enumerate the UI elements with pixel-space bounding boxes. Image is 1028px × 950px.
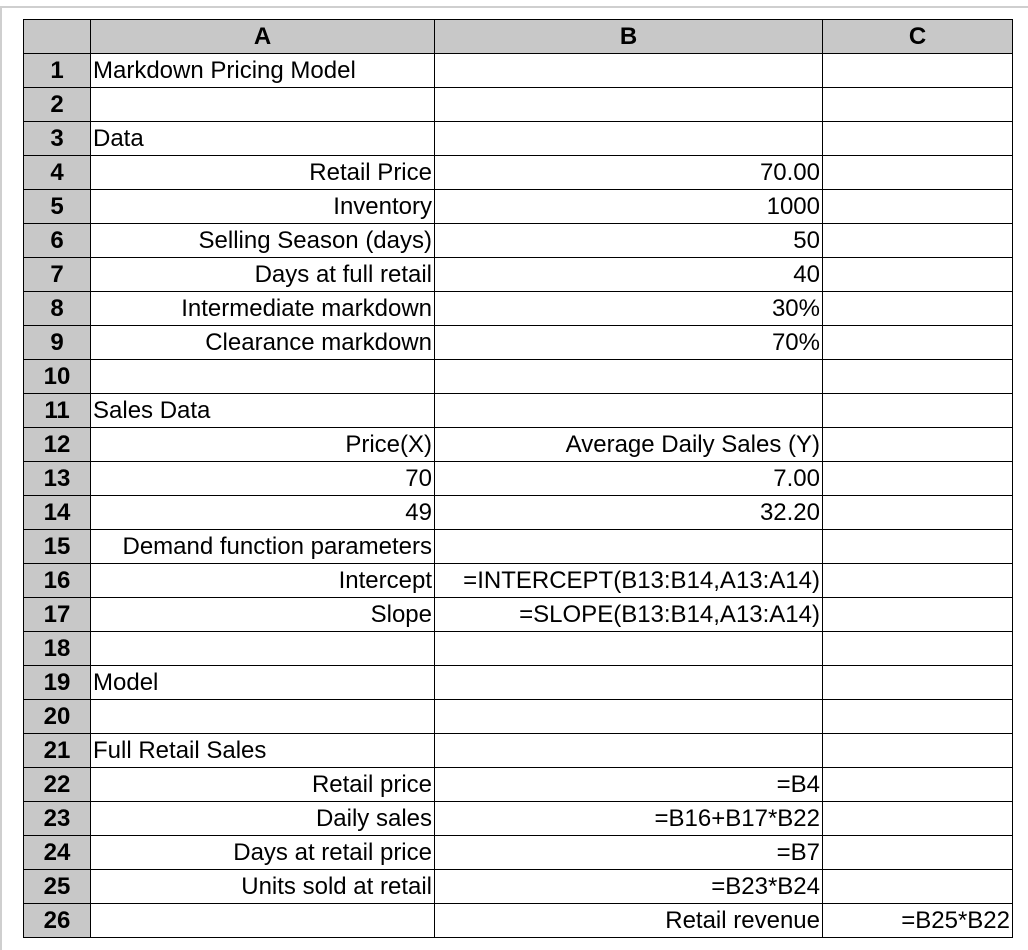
cell-a[interactable] <box>91 904 435 938</box>
table-row <box>24 394 1013 428</box>
cell-c[interactable] <box>823 360 1013 394</box>
row-header[interactable]: 3 <box>24 122 91 156</box>
row-header[interactable]: 23 <box>24 802 91 836</box>
cell-a[interactable]: Model <box>91 666 435 700</box>
table-row <box>24 836 1013 870</box>
cell-b[interactable]: 30% <box>435 292 823 326</box>
table-row <box>24 598 1013 632</box>
cell-a[interactable]: Price(X) <box>91 428 435 462</box>
cell-c[interactable] <box>823 462 1013 496</box>
row-header[interactable]: 15 <box>24 530 91 564</box>
cell-c[interactable] <box>823 734 1013 768</box>
table-row <box>24 224 1013 258</box>
cell-b[interactable] <box>435 530 823 564</box>
cell-c[interactable] <box>823 394 1013 428</box>
cell-a[interactable]: Demand function parameters <box>91 530 435 564</box>
cell-a[interactable]: Retail Price <box>91 156 435 190</box>
cell-c[interactable] <box>823 88 1013 122</box>
cell-b[interactable]: 70% <box>435 326 823 360</box>
cell-a[interactable]: Intercept <box>91 564 435 598</box>
column-header-a[interactable]: A <box>91 20 435 54</box>
cell-b[interactable] <box>435 360 823 394</box>
table-row <box>24 530 1013 564</box>
cell-a[interactable] <box>91 360 435 394</box>
cell-b[interactable]: 40 <box>435 258 823 292</box>
cell-c[interactable] <box>823 54 1013 88</box>
cell-c[interactable] <box>823 632 1013 666</box>
cell-b[interactable]: =INTERCEPT(B13:B14,A13:A14) <box>435 564 823 598</box>
table-row <box>24 700 1013 734</box>
cell-b[interactable]: Retail revenue <box>435 904 823 938</box>
row-header[interactable]: 6 <box>24 224 91 258</box>
row-header[interactable]: 8 <box>24 292 91 326</box>
table-row <box>24 360 1013 394</box>
table-row <box>24 88 1013 122</box>
column-header-c[interactable]: C <box>823 20 1013 54</box>
cell-c[interactable]: =B25*B22 <box>823 904 1013 938</box>
cell-a[interactable]: Intermediate markdown <box>91 292 435 326</box>
cell-c[interactable] <box>823 564 1013 598</box>
table-row <box>24 190 1013 224</box>
cell-a[interactable]: Units sold at retail <box>91 870 435 904</box>
table-row <box>24 870 1013 904</box>
cell-a[interactable]: Days at retail price <box>91 836 435 870</box>
cell-b[interactable]: Average Daily Sales (Y) <box>435 428 823 462</box>
table-row <box>24 768 1013 802</box>
row-header[interactable]: 26 <box>24 904 91 938</box>
row-header[interactable]: 5 <box>24 190 91 224</box>
table-row <box>24 122 1013 156</box>
cell-b[interactable]: =B7 <box>435 836 823 870</box>
row-header[interactable]: 16 <box>24 564 91 598</box>
cell-b[interactable]: =SLOPE(B13:B14,A13:A14) <box>435 598 823 632</box>
table-row <box>24 156 1013 190</box>
cell-b[interactable]: 32.20 <box>435 496 823 530</box>
cell-a[interactable]: Selling Season (days) <box>91 224 435 258</box>
cell-a[interactable]: Sales Data <box>91 394 435 428</box>
row-header[interactable]: 12 <box>24 428 91 462</box>
cell-c[interactable] <box>823 156 1013 190</box>
row-header[interactable]: 24 <box>24 836 91 870</box>
table-row <box>24 734 1013 768</box>
cell-a[interactable] <box>91 700 435 734</box>
row-header[interactable]: 13 <box>24 462 91 496</box>
sheet-body <box>24 54 1013 938</box>
cell-b[interactable] <box>435 666 823 700</box>
table-row <box>24 326 1013 360</box>
row-header[interactable]: 10 <box>24 360 91 394</box>
cell-a[interactable]: Slope <box>91 598 435 632</box>
cell-c[interactable] <box>823 428 1013 462</box>
row-header[interactable]: 22 <box>24 768 91 802</box>
table-row <box>24 666 1013 700</box>
cell-c[interactable] <box>823 292 1013 326</box>
table-row <box>24 54 1013 88</box>
cell-c[interactable] <box>823 768 1013 802</box>
cell-b[interactable]: 1000 <box>435 190 823 224</box>
cell-b[interactable]: 7.00 <box>435 462 823 496</box>
table-row <box>24 904 1013 938</box>
cell-c[interactable] <box>823 530 1013 564</box>
cell-c[interactable] <box>823 122 1013 156</box>
cell-a[interactable]: Clearance markdown <box>91 326 435 360</box>
cell-b[interactable] <box>435 734 823 768</box>
row-header[interactable]: 7 <box>24 258 91 292</box>
column-header-b[interactable]: B <box>435 20 823 54</box>
cell-b[interactable] <box>435 394 823 428</box>
cell-a[interactable] <box>91 88 435 122</box>
table-row <box>24 258 1013 292</box>
cell-b[interactable] <box>435 54 823 88</box>
table-row <box>24 462 1013 496</box>
cell-c[interactable] <box>823 836 1013 870</box>
table-row <box>24 802 1013 836</box>
cell-b[interactable] <box>435 700 823 734</box>
table-row <box>24 564 1013 598</box>
row-header[interactable]: 20 <box>24 700 91 734</box>
cell-c[interactable] <box>823 598 1013 632</box>
cell-a[interactable]: Days at full retail <box>91 258 435 292</box>
row-header[interactable]: 21 <box>24 734 91 768</box>
row-header[interactable]: 18 <box>24 632 91 666</box>
cell-c[interactable] <box>823 870 1013 904</box>
cell-c[interactable] <box>823 496 1013 530</box>
cell-c[interactable] <box>823 190 1013 224</box>
table-row <box>24 496 1013 530</box>
cell-c[interactable] <box>823 326 1013 360</box>
cell-b[interactable] <box>435 632 823 666</box>
row-header[interactable]: 25 <box>24 870 91 904</box>
cell-b[interactable]: 50 <box>435 224 823 258</box>
cell-c[interactable] <box>823 258 1013 292</box>
cell-a[interactable]: Inventory <box>91 190 435 224</box>
cell-c[interactable] <box>823 666 1013 700</box>
table-row <box>24 292 1013 326</box>
row-header[interactable]: 11 <box>24 394 91 428</box>
cell-c[interactable] <box>823 224 1013 258</box>
cell-b[interactable]: =B16+B17*B22 <box>435 802 823 836</box>
cell-b[interactable]: =B23*B24 <box>435 870 823 904</box>
table-row <box>24 632 1013 666</box>
row-header[interactable]: 1 <box>24 54 91 88</box>
cell-a[interactable]: Daily sales <box>91 802 435 836</box>
row-header[interactable]: 14 <box>24 496 91 530</box>
cell-a[interactable]: Full Retail Sales <box>91 734 435 768</box>
cell-c[interactable] <box>823 802 1013 836</box>
row-header[interactable]: 19 <box>24 666 91 700</box>
cell-c[interactable] <box>823 700 1013 734</box>
row-header[interactable]: 2 <box>24 88 91 122</box>
cell-a[interactable]: 49 <box>91 496 435 530</box>
cell-a[interactable] <box>91 632 435 666</box>
row-header[interactable]: 4 <box>24 156 91 190</box>
cell-b[interactable] <box>435 122 823 156</box>
cell-a[interactable]: Data <box>91 122 435 156</box>
cell-b[interactable] <box>435 88 823 122</box>
table-row <box>24 428 1013 462</box>
cell-a[interactable]: 70 <box>91 462 435 496</box>
cell-a[interactable]: Markdown Pricing Model <box>91 54 435 88</box>
column-header-row <box>24 20 1013 54</box>
cell-a[interactable]: Retail price <box>91 768 435 802</box>
row-header[interactable]: 9 <box>24 326 91 360</box>
select-all-corner[interactable] <box>24 20 91 54</box>
cell-b[interactable]: 70.00 <box>435 156 823 190</box>
spreadsheet-grid <box>23 19 1013 938</box>
row-header[interactable]: 17 <box>24 598 91 632</box>
cell-b[interactable]: =B4 <box>435 768 823 802</box>
